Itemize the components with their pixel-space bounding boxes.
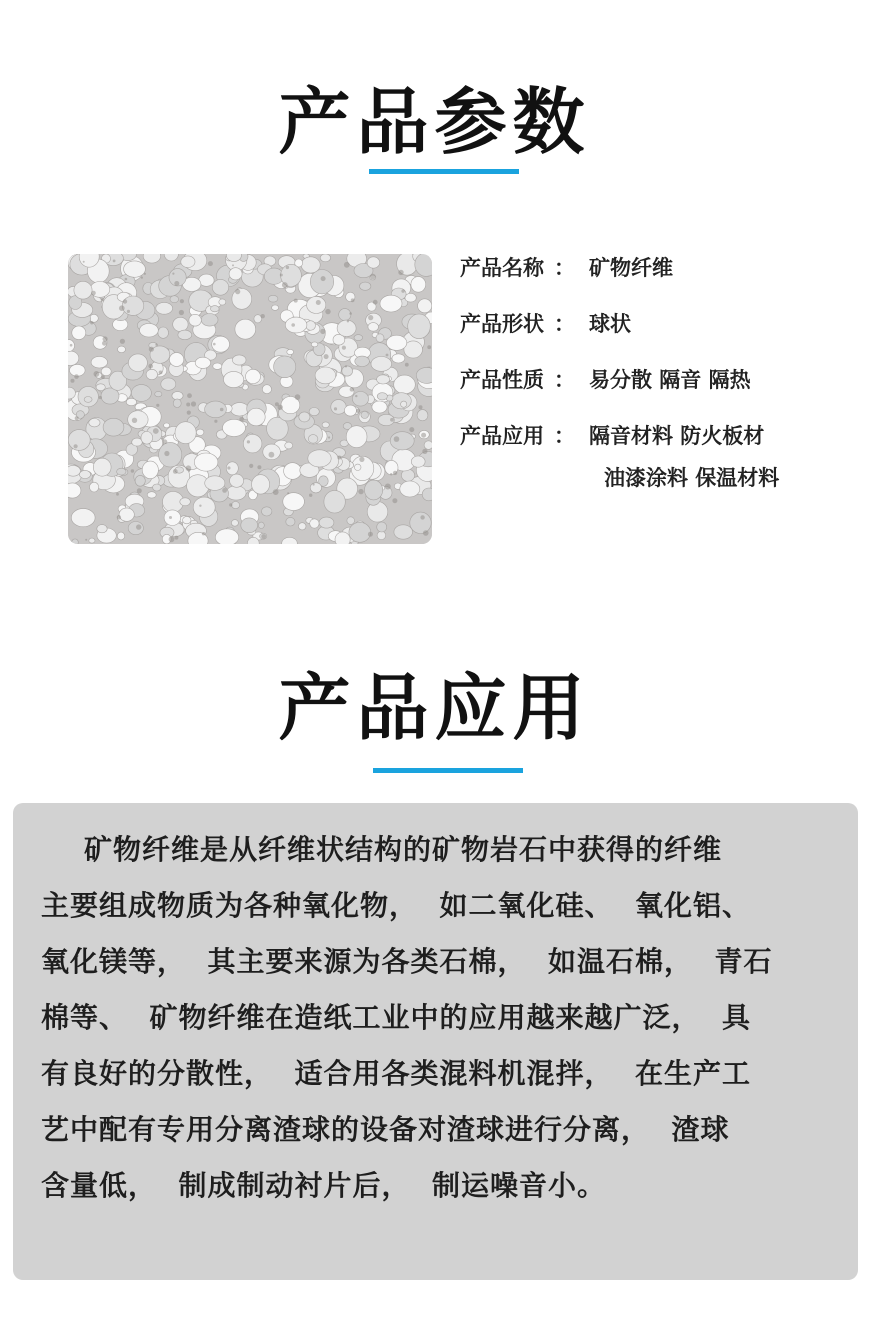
granule xyxy=(126,398,136,405)
granule-shadow xyxy=(74,444,78,448)
granule-shadow xyxy=(202,532,205,535)
granule xyxy=(97,525,107,533)
granule xyxy=(298,523,306,530)
granule xyxy=(390,432,414,450)
granule-shadow xyxy=(101,375,105,379)
granule xyxy=(180,498,191,506)
granule xyxy=(243,434,262,453)
granule xyxy=(72,326,86,340)
granule-shadow xyxy=(102,341,107,346)
granule xyxy=(231,403,249,416)
granule xyxy=(346,426,367,448)
granule xyxy=(74,281,92,299)
granule xyxy=(89,538,95,543)
granule-shadow xyxy=(127,310,130,313)
granule xyxy=(287,349,294,354)
granule xyxy=(310,270,333,294)
param-value: 球状 xyxy=(589,312,631,336)
granule xyxy=(153,484,161,491)
param-separator: ： xyxy=(554,424,575,448)
granule-shadow xyxy=(356,409,360,413)
granule xyxy=(285,317,307,333)
granule-shadow xyxy=(355,395,357,397)
description-line: 棉等、 矿物纤维在造纸工业中的应用越来越广泛， 具 xyxy=(41,1001,751,1034)
granule xyxy=(101,367,111,376)
granule-shadow xyxy=(101,298,104,301)
granule-shadow xyxy=(125,278,128,281)
granule-shadow xyxy=(419,405,423,409)
granule xyxy=(360,282,371,290)
granule xyxy=(284,463,302,480)
granule-shadow xyxy=(180,299,184,303)
granule xyxy=(128,411,148,429)
granule-shadow xyxy=(286,266,289,269)
granule xyxy=(411,456,425,467)
granule xyxy=(386,335,406,350)
granule xyxy=(164,423,170,428)
description-line: 含量低， 制成制动衬片后， 制运噪音小。 xyxy=(41,1169,606,1202)
granule xyxy=(230,474,244,487)
granule xyxy=(309,408,319,416)
granule-shadow xyxy=(159,371,163,375)
granule xyxy=(169,353,183,367)
granule xyxy=(178,330,192,340)
granule-shadow xyxy=(420,515,424,519)
granule-shadow xyxy=(90,321,93,324)
granule xyxy=(226,486,246,500)
description-line: 氧化镁等， 其主要来源为各类石棉， 如温石棉， 青石 xyxy=(41,945,773,978)
granule xyxy=(141,432,153,445)
granule-shadow xyxy=(401,289,404,292)
granule xyxy=(347,517,355,525)
granule-shadow xyxy=(174,281,179,286)
granule-shadow xyxy=(116,493,119,496)
granule xyxy=(70,364,86,376)
param-row-name xyxy=(460,252,673,282)
granule-shadow xyxy=(75,416,79,420)
granule-shadow xyxy=(191,401,196,406)
granule xyxy=(231,520,238,527)
granule xyxy=(172,392,183,400)
granule-shadow xyxy=(214,420,217,423)
granule xyxy=(354,464,361,470)
application-panel xyxy=(13,803,858,1280)
granule xyxy=(417,410,428,421)
granule xyxy=(122,296,144,315)
granule xyxy=(90,482,99,492)
granule xyxy=(183,516,191,523)
granule xyxy=(173,317,188,331)
granule xyxy=(72,539,79,544)
granule-shadow xyxy=(71,379,75,383)
granule-shadow xyxy=(99,396,102,399)
granule xyxy=(219,299,226,305)
params-title: 产品参数 xyxy=(278,80,591,164)
granule xyxy=(161,378,176,390)
granule xyxy=(195,357,210,368)
granule xyxy=(377,393,387,400)
granule-shadow xyxy=(83,261,85,263)
granule xyxy=(376,334,384,342)
granule xyxy=(344,405,356,416)
granule-shadow xyxy=(328,436,330,438)
granule xyxy=(311,342,318,347)
granule-shadow xyxy=(70,344,73,347)
granule-shadow xyxy=(324,354,329,359)
granule xyxy=(229,268,242,280)
granule-shadow xyxy=(123,299,127,303)
granule-shadow xyxy=(320,329,325,334)
granule-shadow xyxy=(120,339,125,344)
granule xyxy=(371,357,392,372)
granule-shadow xyxy=(222,488,227,493)
granule xyxy=(68,430,90,451)
granule xyxy=(368,323,379,332)
granule xyxy=(189,314,201,326)
granule-shadow xyxy=(370,274,376,280)
granule xyxy=(213,363,222,369)
granule-shadow xyxy=(103,336,108,341)
mineral-fiber-granules-image xyxy=(68,254,432,544)
granule-shadow xyxy=(208,261,213,266)
granule xyxy=(418,299,432,313)
granule-shadow xyxy=(321,276,326,281)
granule xyxy=(354,335,363,341)
granule-shadow xyxy=(74,374,79,379)
param-label: 产品应用 xyxy=(460,424,544,448)
granule-shadow xyxy=(232,264,234,266)
granule-shadow xyxy=(421,433,426,438)
granule xyxy=(135,475,145,486)
granule xyxy=(301,257,320,273)
granule xyxy=(68,465,80,476)
granule xyxy=(215,529,238,544)
application-title: 产品应用 xyxy=(278,666,591,750)
granule-shadow xyxy=(423,530,429,536)
granule-shadow xyxy=(187,411,191,415)
granule xyxy=(181,256,195,268)
granule-shadow xyxy=(247,440,250,443)
granule-shadow xyxy=(117,515,121,519)
granule-shadow xyxy=(427,345,431,349)
granule xyxy=(331,400,346,415)
granule-shadow xyxy=(351,298,355,302)
granule-shadow xyxy=(179,310,184,315)
granule-shadow xyxy=(132,418,137,423)
granule-shadow xyxy=(275,402,279,406)
granule-shadow xyxy=(337,456,341,460)
granule-shadow xyxy=(163,439,168,444)
param-separator: ： xyxy=(554,312,575,336)
granule-shadow xyxy=(282,282,288,288)
granule xyxy=(93,458,111,476)
granule xyxy=(274,356,296,378)
granule xyxy=(241,518,258,533)
granule xyxy=(394,525,413,539)
granule xyxy=(322,422,329,428)
granule xyxy=(258,522,264,528)
param-application-continued: 油漆涂料 保温材料 xyxy=(604,466,780,490)
granule-shadow xyxy=(287,492,289,494)
param-row-shape xyxy=(460,308,631,338)
granule xyxy=(156,302,173,314)
granule xyxy=(196,429,204,435)
granule-shadow xyxy=(390,418,394,422)
granule xyxy=(408,314,431,339)
granule-shadow xyxy=(136,524,141,529)
granule-shadow xyxy=(349,312,352,315)
granule xyxy=(117,468,126,475)
granule xyxy=(310,519,319,528)
granule xyxy=(155,391,162,396)
granule xyxy=(147,492,156,498)
granule xyxy=(372,401,387,413)
granule xyxy=(272,305,279,310)
granule xyxy=(361,411,369,418)
granule-shadow xyxy=(291,323,295,327)
granule xyxy=(400,481,420,497)
granule xyxy=(315,367,336,384)
granule-shadow xyxy=(368,532,373,537)
granule xyxy=(335,532,350,544)
granule xyxy=(91,356,107,368)
granule xyxy=(96,384,105,391)
granule xyxy=(349,522,371,542)
granule-shadow xyxy=(141,277,143,279)
param-separator: ： xyxy=(554,256,575,280)
granule-shadow xyxy=(368,315,373,320)
param-row-application xyxy=(460,420,764,450)
granule xyxy=(285,442,293,449)
granule-shadow xyxy=(344,262,350,268)
granule xyxy=(367,257,380,268)
granule-shadow xyxy=(325,309,330,314)
granule xyxy=(310,483,321,493)
granule xyxy=(365,480,383,500)
granule-shadow xyxy=(164,451,169,456)
granule xyxy=(119,508,134,521)
granule xyxy=(173,399,181,408)
granule-shadow xyxy=(422,449,427,454)
granule-shadow xyxy=(220,408,224,412)
application-title-underline xyxy=(373,768,523,773)
granule xyxy=(339,309,351,321)
granule-shadow xyxy=(156,404,159,407)
granule xyxy=(394,375,416,394)
description-line: 主要组成物质为各种氧化物， 如二氧化硅、 氧化铝、 xyxy=(41,889,751,922)
granule xyxy=(194,453,218,471)
granule-shadow xyxy=(347,320,349,322)
granule-shadow xyxy=(131,469,134,472)
granule xyxy=(201,314,218,327)
granule-shadow xyxy=(261,314,265,318)
granule xyxy=(128,354,147,372)
granule-shadow xyxy=(350,387,354,391)
granule xyxy=(132,438,143,446)
granule xyxy=(377,522,387,532)
granule-shadow xyxy=(393,471,397,475)
granule xyxy=(377,375,390,384)
granule xyxy=(424,441,432,450)
granule xyxy=(246,369,261,383)
granule xyxy=(170,296,179,303)
granule xyxy=(352,392,368,407)
granule-shadow xyxy=(173,469,178,474)
granule-shadow xyxy=(235,289,240,294)
granule xyxy=(337,320,356,336)
granule xyxy=(410,512,431,533)
granule-shadow xyxy=(261,534,266,539)
granule xyxy=(142,461,158,479)
granule-shadow xyxy=(119,305,125,311)
granule xyxy=(205,476,225,491)
granule-shadow xyxy=(295,394,301,400)
param-value: 隔音材料 防火板材 xyxy=(589,424,765,448)
granule xyxy=(232,502,240,509)
granule-shadow xyxy=(229,503,232,506)
param-row-property xyxy=(460,364,751,394)
granule xyxy=(405,293,416,302)
granule xyxy=(392,354,405,363)
granule-shadow xyxy=(187,393,192,398)
granule xyxy=(377,531,386,540)
granule xyxy=(342,366,353,376)
granule-shadow xyxy=(392,498,397,503)
granule-shadow xyxy=(313,483,315,485)
granule xyxy=(212,279,228,295)
granule xyxy=(247,408,265,426)
granule-shadow xyxy=(398,270,403,275)
granule xyxy=(164,510,181,526)
granule xyxy=(211,306,220,312)
description-line: 有良好的分散性， 适合用各类混料机混拌， 在生产工 xyxy=(41,1057,751,1090)
granule xyxy=(223,419,246,436)
granule-shadow xyxy=(113,260,116,263)
granule xyxy=(124,261,146,277)
granule-shadow xyxy=(213,343,216,346)
granule-shadow xyxy=(359,457,364,462)
granule-shadow xyxy=(239,417,244,422)
granule-shadow xyxy=(137,488,142,493)
granule-shadow xyxy=(316,300,321,305)
granule xyxy=(286,517,295,526)
granule-shadow xyxy=(257,465,261,469)
granule-shadow xyxy=(249,464,253,468)
granule-shadow xyxy=(409,427,414,432)
granule-shadow xyxy=(148,364,153,369)
granule xyxy=(118,346,126,353)
granule-shadow xyxy=(342,346,346,350)
granule xyxy=(308,450,331,467)
params-title-underline xyxy=(369,169,519,174)
product-photo xyxy=(68,254,432,544)
granule xyxy=(324,490,345,513)
granule-shadow xyxy=(169,536,175,542)
granule xyxy=(235,319,256,339)
granule xyxy=(146,369,157,379)
granule xyxy=(84,397,92,403)
granule-shadow xyxy=(186,465,192,471)
param-label: 产品形状 xyxy=(460,312,544,336)
granule-shadow xyxy=(373,300,378,305)
granule-shadow xyxy=(169,516,172,519)
granule xyxy=(232,355,246,365)
granule xyxy=(89,419,100,427)
param-value: 易分散 隔音 隔热 xyxy=(589,368,751,392)
granule-shadow xyxy=(199,505,201,507)
granule-shadow xyxy=(345,365,347,367)
param-label: 产品性质 xyxy=(460,368,544,392)
granule-shadow xyxy=(334,407,337,410)
granule xyxy=(159,442,182,467)
granule-shadow xyxy=(172,273,174,275)
granule-shadow xyxy=(273,489,279,495)
granule xyxy=(283,493,305,511)
granule-shadow xyxy=(386,354,389,357)
granule-shadow xyxy=(294,299,298,303)
granule-shadow xyxy=(358,489,363,494)
granule-shadow xyxy=(227,466,230,469)
granule-shadow xyxy=(94,371,100,377)
granule xyxy=(308,435,318,444)
granule-shadow xyxy=(309,494,312,497)
granule xyxy=(117,532,124,540)
granule xyxy=(193,497,215,517)
granule-shadow xyxy=(385,484,391,490)
granule xyxy=(224,371,244,387)
granule xyxy=(262,385,271,394)
granule xyxy=(401,401,407,407)
param-label: 产品名称 xyxy=(460,256,544,280)
granule-shadow xyxy=(394,436,400,442)
granule xyxy=(232,289,252,310)
granule xyxy=(71,509,95,527)
granule xyxy=(252,475,270,494)
param-value: 矿物纤维 xyxy=(589,256,673,280)
granule xyxy=(268,295,278,302)
granule xyxy=(140,323,159,337)
granule-shadow xyxy=(280,274,283,277)
granule xyxy=(299,412,310,422)
granule xyxy=(158,327,169,338)
granule xyxy=(175,422,196,444)
granule-shadow xyxy=(91,291,96,296)
granule xyxy=(307,297,326,314)
description-line: 矿物纤维是从纤维状结构的矿物岩石中获得的纤维 xyxy=(41,833,722,866)
granule xyxy=(320,254,330,262)
granule-shadow xyxy=(85,539,87,541)
granule-shadow xyxy=(174,536,178,540)
granule-shadow xyxy=(269,452,275,458)
granule-shadow xyxy=(155,344,157,346)
granule-shadow xyxy=(144,273,146,275)
granule-shadow xyxy=(186,403,190,407)
granule xyxy=(262,507,272,516)
description-line: 艺中配有专用分离渣球的设备对渣球进行分离， 渣球 xyxy=(41,1113,730,1146)
granule-shadow xyxy=(153,428,159,434)
granule xyxy=(380,295,402,312)
granule xyxy=(319,517,334,528)
granule xyxy=(103,418,124,436)
param-separator: ： xyxy=(554,368,575,392)
granule xyxy=(79,471,90,479)
granule-shadow xyxy=(390,473,392,475)
granule xyxy=(411,277,426,293)
granule-shadow xyxy=(405,363,409,367)
granule-shadow xyxy=(149,347,154,352)
granule xyxy=(355,356,370,366)
